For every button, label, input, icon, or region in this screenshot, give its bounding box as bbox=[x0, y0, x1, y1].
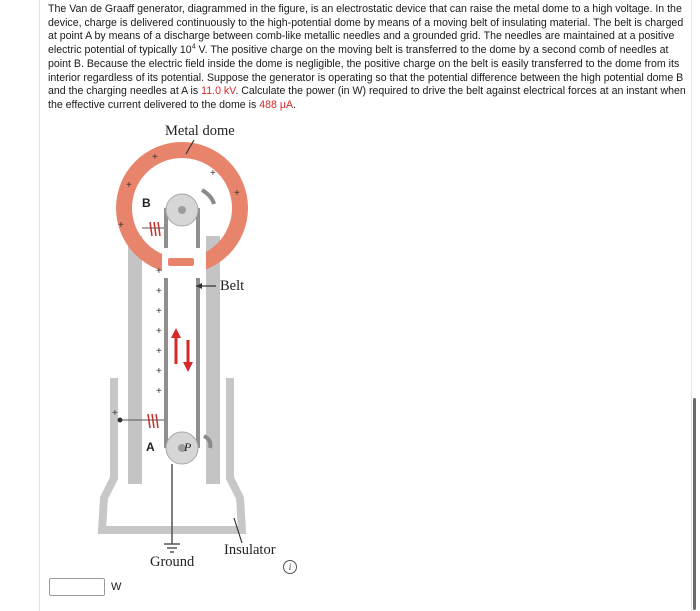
info-icon[interactable]: i bbox=[283, 560, 297, 574]
problem-text: The Van de Graaff generator, diagrammed in the figure, is an electrostatic device that can raise the metal dome to a high voltage. In the device, charge is delivered continuously to the high-potential dome by means of a moving belt of insulating material. The belt is charged at point A by means of a discharge between comb-like metallic needles and a grounded grid. The needles are maintained at a positive electric potential of typically $10^4$ V. The positive charge on the moving belt is transferred to the dome by a second comb of needles at point B. Because the electric field inside the dome is negligible, the positive charge on the belt is easily transferred to the dome from its interior regardless of its potential. Suppose the generator is operating so that the potential difference between the high potential dome B and the charging needles at A is 11.0 kV. Calculate the power (in W) required to drive the belt against electrical forces at an instant when the effective current delivered to the dome is 488 μA. bbox=[48, 3, 686, 111]
belt-right bbox=[196, 208, 200, 448]
pulley-p-label: P bbox=[184, 440, 192, 454]
svg-text:+: + bbox=[156, 326, 162, 337]
svg-text:+: + bbox=[156, 366, 162, 377]
svg-text:+: + bbox=[156, 386, 162, 397]
van-de-graaff-figure bbox=[92, 118, 312, 580]
point-b-label: B bbox=[142, 196, 151, 210]
right-column bbox=[206, 236, 220, 484]
svg-text:+: + bbox=[118, 220, 124, 231]
answer-input[interactable] bbox=[49, 578, 105, 596]
belt-left bbox=[164, 208, 168, 448]
svg-text:+: + bbox=[156, 346, 162, 357]
left-column bbox=[128, 236, 142, 484]
svg-text:+: + bbox=[156, 286, 162, 297]
voltage-value: 11.0 kV bbox=[201, 85, 236, 98]
dome-label: Metal dome bbox=[165, 123, 235, 139]
svg-text:+: + bbox=[126, 180, 132, 191]
scrollbar[interactable] bbox=[693, 398, 696, 610]
ground-label: Ground bbox=[150, 554, 195, 570]
point-a-label: A bbox=[146, 440, 155, 454]
current-value: 488 μA bbox=[259, 98, 294, 111]
svg-text:+: + bbox=[152, 152, 158, 163]
svg-text:+: + bbox=[112, 408, 118, 419]
answer-unit: W bbox=[111, 581, 122, 593]
svg-text:+: + bbox=[156, 266, 162, 277]
insulator-label: Insulator bbox=[224, 542, 276, 558]
svg-text:+: + bbox=[210, 168, 216, 179]
svg-text:+: + bbox=[234, 188, 240, 199]
svg-text:+: + bbox=[156, 306, 162, 317]
belt-label: Belt bbox=[220, 278, 245, 294]
